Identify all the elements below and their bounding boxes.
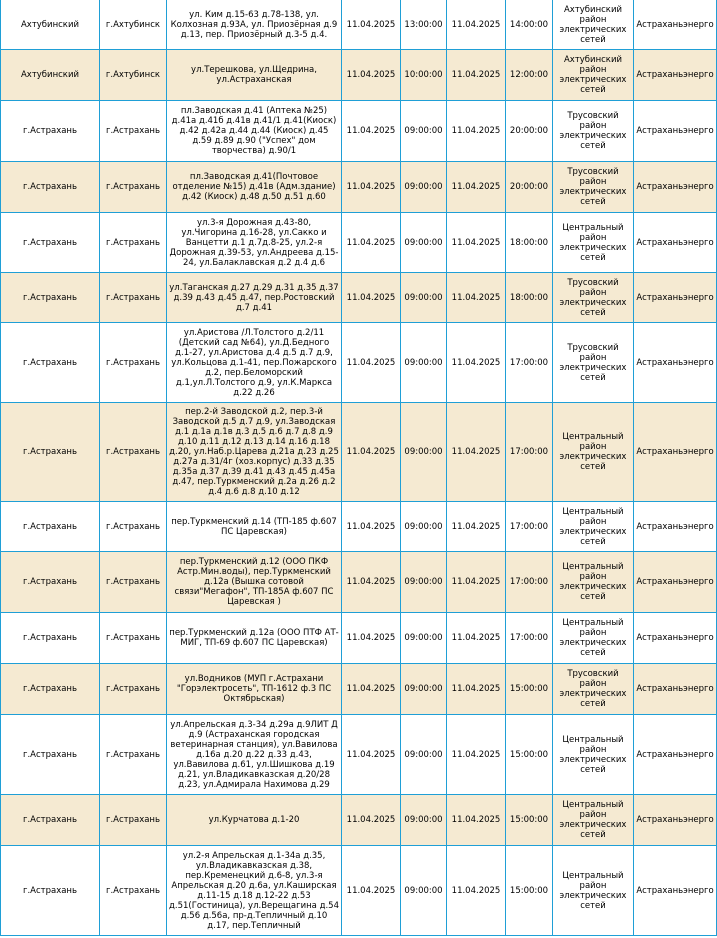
- end-date-cell: 11.04.2025: [447, 613, 506, 664]
- district-cell: г.Астрахань: [1, 273, 100, 323]
- company-cell: Астраханьэнерго: [634, 403, 717, 502]
- start-date-cell: 11.04.2025: [342, 50, 401, 101]
- network-cell: Трусовский район электрических сетей: [553, 273, 634, 323]
- district-cell: г.Астрахань: [1, 101, 100, 162]
- start-date-cell: 11.04.2025: [342, 613, 401, 664]
- table-row: [1, 323, 717, 403]
- locality-cell: г.Астрахань: [100, 613, 167, 664]
- district-cell: г.Астрахань: [1, 323, 100, 403]
- address-cell: пер.Туркменский д.12а (ООО ПТФ АТ-МИГ, ТП-69 ф.607 ПС Царевская): [167, 613, 342, 664]
- locality-cell: г.Астрахань: [100, 323, 167, 403]
- locality-cell: г.Астрахань: [100, 664, 167, 715]
- network-cell: Трусовский район электрических сетей: [553, 162, 634, 213]
- district-cell: г.Астрахань: [1, 846, 100, 936]
- table-body: [1, 0, 717, 936]
- end-date-cell: 11.04.2025: [447, 162, 506, 213]
- network-cell: Центральный район электрических сетей: [553, 613, 634, 664]
- company-cell: Астраханьэнерго: [634, 162, 717, 213]
- district-cell: г.Астрахань: [1, 664, 100, 715]
- company-cell: Астраханьэнерго: [634, 273, 717, 323]
- company-cell: Астраханьэнерго: [634, 846, 717, 936]
- end-date-cell: 11.04.2025: [447, 715, 506, 795]
- start-time-cell: 09:00:00: [401, 502, 447, 552]
- district-cell: г.Астрахань: [1, 502, 100, 552]
- table-row: [1, 613, 717, 664]
- network-cell: Ахтубинский район электрических сетей: [553, 50, 634, 101]
- network-cell: Трусовский район электрических сетей: [553, 664, 634, 715]
- locality-cell: г.Астрахань: [100, 273, 167, 323]
- table-row: [1, 273, 717, 323]
- end-time-cell: 15:00:00: [506, 795, 553, 846]
- network-cell: Центральный район электрических сетей: [553, 502, 634, 552]
- end-time-cell: 18:00:00: [506, 213, 553, 273]
- end-time-cell: 17:00:00: [506, 613, 553, 664]
- address-cell: ул.Водников (МУП г.Астрахани "Горэлектросеть", ТП-1612 ф.3 ПС Октябрьская): [167, 664, 342, 715]
- table-row: [1, 101, 717, 162]
- end-date-cell: 11.04.2025: [447, 795, 506, 846]
- end-date-cell: 11.04.2025: [447, 552, 506, 613]
- start-time-cell: 09:00:00: [401, 323, 447, 403]
- district-cell: г.Астрахань: [1, 162, 100, 213]
- start-date-cell: 11.04.2025: [342, 715, 401, 795]
- start-date-cell: 11.04.2025: [342, 162, 401, 213]
- end-time-cell: 17:00:00: [506, 552, 553, 613]
- end-date-cell: 11.04.2025: [447, 403, 506, 502]
- district-cell: г.Астрахань: [1, 213, 100, 273]
- end-time-cell: 20:00:00: [506, 162, 553, 213]
- start-time-cell: 09:00:00: [401, 715, 447, 795]
- start-time-cell: 09:00:00: [401, 403, 447, 502]
- end-time-cell: 17:00:00: [506, 403, 553, 502]
- start-time-cell: 13:00:00: [401, 0, 447, 50]
- district-cell: г.Астрахань: [1, 552, 100, 613]
- address-cell: ул.Апрельская д.3-34 д.29а д.9ЛИТ Д д.9 (Астраханская городская ветеринарная станция), ул.Вавилова д.16а д.20 д.22 д.33 д.43, ул.Вавилова д.61, ул.Шишкова д.19 д.21, ул.Владикавказская д.20/28 д.23, ул.Адмирала Нахимова д.29: [167, 715, 342, 795]
- address-cell: ул.Таганская д.27 д.29 д.31 д.35 д.37 д.39 д.43 д.45 д.47, пер.Ростовский д.7 д.41: [167, 273, 342, 323]
- address-cell: пер.Туркменский д.12 (ООО ПКФ Астр.Мин.воды), пер.Туркменский д.12а (Вышка сотовой связи"Мегафон", ТП-185А ф.607 ПС Царевская ): [167, 552, 342, 613]
- table-row: [1, 50, 717, 101]
- end-time-cell: 17:00:00: [506, 323, 553, 403]
- table-row: [1, 162, 717, 213]
- company-cell: Астраханьэнерго: [634, 213, 717, 273]
- locality-cell: г.Астрахань: [100, 502, 167, 552]
- district-cell: Ахтубинский: [1, 0, 100, 50]
- start-date-cell: 11.04.2025: [342, 846, 401, 936]
- start-date-cell: 11.04.2025: [342, 323, 401, 403]
- address-cell: ул.Аристова /Л.Толстого д.2/11 (Детский сад №64), ул.Д.Бедного д.1-27, ул.Аристова д.4 д.5 д.7 д.9, ул.Кольцова д.1-41, пер.Пожарского д.2, пер.Беломорский д.1,ул.Л.Толстого д.9, ул.К.Маркса д.22 д.26: [167, 323, 342, 403]
- end-date-cell: 11.04.2025: [447, 273, 506, 323]
- address-cell: ул.Курчатова д.1-20: [167, 795, 342, 846]
- start-time-cell: 09:00:00: [401, 613, 447, 664]
- locality-cell: г.Астрахань: [100, 162, 167, 213]
- start-date-cell: 11.04.2025: [342, 502, 401, 552]
- company-cell: Астраханьэнерго: [634, 50, 717, 101]
- network-cell: Центральный район электрических сетей: [553, 715, 634, 795]
- locality-cell: г.Астрахань: [100, 403, 167, 502]
- locality-cell: г.Ахтубинск: [100, 0, 167, 50]
- company-cell: Астраханьэнерго: [634, 795, 717, 846]
- district-cell: г.Астрахань: [1, 715, 100, 795]
- district-cell: г.Астрахань: [1, 613, 100, 664]
- end-time-cell: 15:00:00: [506, 715, 553, 795]
- table-row: [1, 403, 717, 502]
- network-cell: Центральный район электрических сетей: [553, 846, 634, 936]
- start-time-cell: 09:00:00: [401, 273, 447, 323]
- locality-cell: г.Ахтубинск: [100, 50, 167, 101]
- start-date-cell: 11.04.2025: [342, 273, 401, 323]
- district-cell: Ахтубинский: [1, 50, 100, 101]
- end-date-cell: 11.04.2025: [447, 846, 506, 936]
- end-date-cell: 11.04.2025: [447, 323, 506, 403]
- company-cell: Астраханьэнерго: [634, 323, 717, 403]
- network-cell: Центральный район электрических сетей: [553, 552, 634, 613]
- locality-cell: г.Астрахань: [100, 715, 167, 795]
- table-row: [1, 846, 717, 936]
- start-time-cell: 09:00:00: [401, 552, 447, 613]
- company-cell: Астраханьэнерго: [634, 0, 717, 50]
- end-date-cell: 11.04.2025: [447, 0, 506, 50]
- start-date-cell: 11.04.2025: [342, 0, 401, 50]
- end-time-cell: 20:00:00: [506, 101, 553, 162]
- end-date-cell: 11.04.2025: [447, 213, 506, 273]
- start-time-cell: 09:00:00: [401, 846, 447, 936]
- table-row: [1, 552, 717, 613]
- network-cell: Центральный район электрических сетей: [553, 795, 634, 846]
- address-cell: пер.Туркменский д.14 (ТП-185 ф.607 ПС Царевская): [167, 502, 342, 552]
- network-cell: Ахтубинский район электрических сетей: [553, 0, 634, 50]
- address-cell: пл.Заводская д.41 (Аптека №25) д.41а д.41б д.41в д.41/1 д.41(Киоск) д.42 д.42а д.44 д.44 (Киоск) д.45 д.59 д.89 д.90 ("Успех" дом творчества) д.90/1: [167, 101, 342, 162]
- company-cell: Астраханьэнерго: [634, 502, 717, 552]
- start-date-cell: 11.04.2025: [342, 795, 401, 846]
- table-row: [1, 213, 717, 273]
- locality-cell: г.Астрахань: [100, 552, 167, 613]
- start-time-cell: 09:00:00: [401, 213, 447, 273]
- start-time-cell: 09:00:00: [401, 795, 447, 846]
- network-cell: Центральный район электрических сетей: [553, 213, 634, 273]
- address-cell: ул.2-я Апрельская д.1-34а д.35, ул.Владикавказская д.38, пер.Кременецкий д.6-8, ул.3-я Апрельская д.20 д.6а, ул.Каширская д.11-15 д.18 д.12-22 д.53 д.51(Гостиница), ул.Верещагина д.54 д.56 д.56а, пр-д.Тепличный д.10 д.17, пер.Тепличный: [167, 846, 342, 936]
- network-cell: Трусовский район электрических сетей: [553, 323, 634, 403]
- locality-cell: г.Астрахань: [100, 846, 167, 936]
- address-cell: ул.3-я Дорожная д.43-80, ул.Чигорина д.16-28, ул.Сакко и Ванцетти д.1 д.7д.8-25, ул.2-я Дорожная д.39-53, ул.Андреева д.15-24, ул.Балаклавская д.2 д.4 д.6: [167, 213, 342, 273]
- start-date-cell: 11.04.2025: [342, 403, 401, 502]
- start-time-cell: 09:00:00: [401, 101, 447, 162]
- address-cell: пер.2-й Заводской д.2, пер.3-й Заводской д.5 д.7 д.9, ул.Заводская д.1 д.1а д.1в д.3 д.5 д.6 д.7 д.8 д.9 д.10 д.11 д.12 д.13 д.14 д.16 д.18 д.20, ул.Наб.р.Царева д.21а д.23 д.25 д.27а д.31/4г (хоз.корпус) д.33 д.35 д.35а д.37 д.39 д.41 д.43 д.45 д.45а д.47, пер.Туркменский д.2а д.26 д.2 д.4 д.6 д.8 д.10 д.12: [167, 403, 342, 502]
- end-date-cell: 11.04.2025: [447, 101, 506, 162]
- locality-cell: г.Астрахань: [100, 101, 167, 162]
- company-cell: Астраханьэнерго: [634, 101, 717, 162]
- end-date-cell: 11.04.2025: [447, 50, 506, 101]
- address-cell: ул.Терешкова, ул.Щедрина, ул.Астраханская: [167, 50, 342, 101]
- end-time-cell: 14:00:00: [506, 0, 553, 50]
- table-row: [1, 0, 717, 50]
- end-time-cell: 17:00:00: [506, 502, 553, 552]
- start-date-cell: 11.04.2025: [342, 664, 401, 715]
- table-row: [1, 502, 717, 552]
- company-cell: Астраханьэнерго: [634, 664, 717, 715]
- company-cell: Астраханьэнерго: [634, 613, 717, 664]
- locality-cell: г.Астрахань: [100, 795, 167, 846]
- district-cell: г.Астрахань: [1, 795, 100, 846]
- start-time-cell: 10:00:00: [401, 50, 447, 101]
- company-cell: Астраханьэнерго: [634, 715, 717, 795]
- network-cell: Трусовский район электрических сетей: [553, 101, 634, 162]
- table-row: [1, 715, 717, 795]
- start-time-cell: 09:00:00: [401, 664, 447, 715]
- address-cell: пл.Заводская д.41(Почтовое отделение №15) д.41в (Адм.здание) д.42 (Киоск) д.48 д.50 д.51 д.60: [167, 162, 342, 213]
- start-date-cell: 11.04.2025: [342, 552, 401, 613]
- end-date-cell: 11.04.2025: [447, 502, 506, 552]
- start-date-cell: 11.04.2025: [342, 101, 401, 162]
- end-time-cell: 12:00:00: [506, 50, 553, 101]
- locality-cell: г.Астрахань: [100, 213, 167, 273]
- district-cell: г.Астрахань: [1, 403, 100, 502]
- network-cell: Центральный район электрических сетей: [553, 403, 634, 502]
- company-cell: Астраханьэнерго: [634, 552, 717, 613]
- end-time-cell: 18:00:00: [506, 273, 553, 323]
- end-time-cell: 15:00:00: [506, 846, 553, 936]
- end-time-cell: 15:00:00: [506, 664, 553, 715]
- address-cell: ул. Ким д.15-63 д.78-138, ул. Колхозная д.93А, ул. Приозёрная д.9 д.13, пер. Приозёрный д.3-5 д.4.: [167, 0, 342, 50]
- end-date-cell: 11.04.2025: [447, 664, 506, 715]
- start-time-cell: 09:00:00: [401, 162, 447, 213]
- table-row: [1, 795, 717, 846]
- table-row: [1, 664, 717, 715]
- start-date-cell: 11.04.2025: [342, 213, 401, 273]
